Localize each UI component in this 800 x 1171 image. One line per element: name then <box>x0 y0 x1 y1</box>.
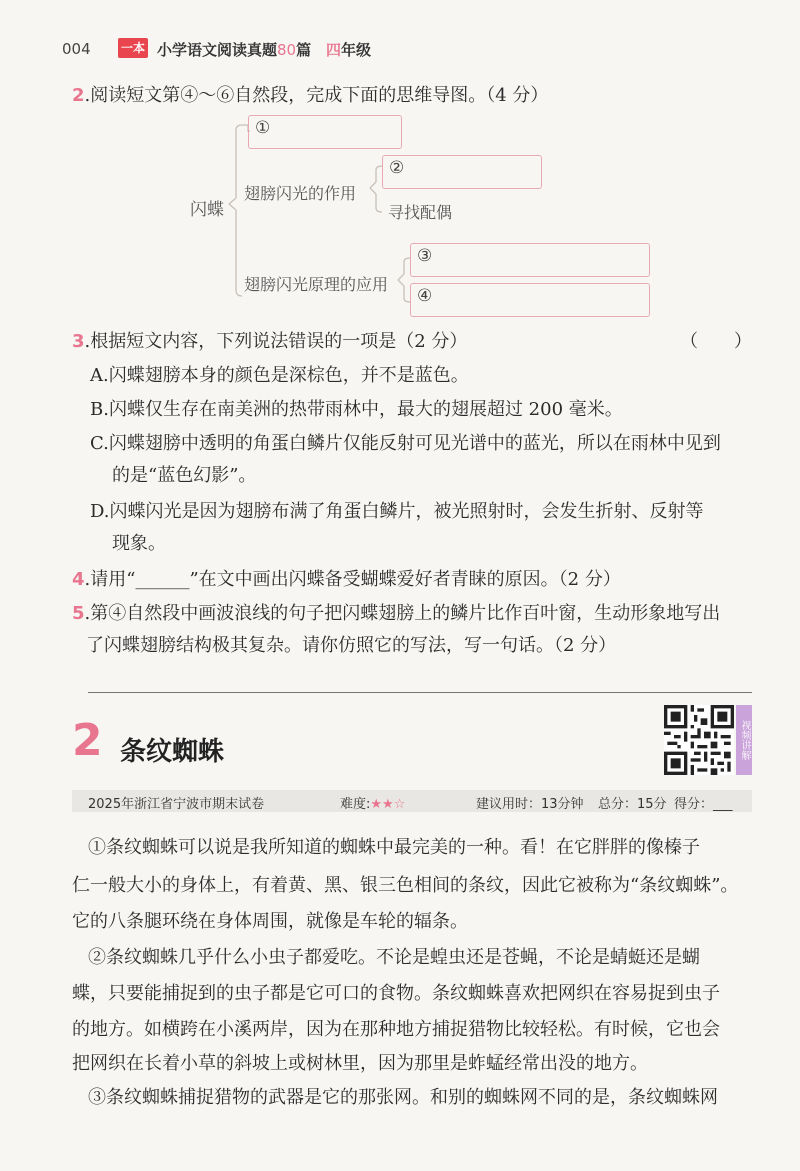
book-title-main: 小学语文阅读真题 <box>157 41 278 59</box>
question-4 <box>72 568 621 592</box>
suggested-time: 建议用时：13分钟 <box>476 797 584 812</box>
passage-line: ①条纹蜘蛛可以说是我所知道的蜘蛛中最完美的一种。看！在它胖胖的像榛子 <box>88 837 700 858</box>
question-text: .第④自然段中画波浪线的句子把闪蝶翅膀上的鳞片比作百叶窗，生动形象地写出 <box>84 603 721 624</box>
question-5 <box>72 602 720 626</box>
qr-code-icon[interactable] <box>664 705 734 775</box>
question-text: .根据短文内容，下列说法错误的一项是（2 分） <box>84 331 468 352</box>
grade-prefix: 四 <box>326 41 342 59</box>
passage-line: ③条纹蜘蛛捕捉猎物的武器是它的那张网。和别的蜘蛛网不同的是，条纹蜘蛛网 <box>88 1087 718 1108</box>
info-bar <box>72 790 752 812</box>
answer-box-4[interactable] <box>410 283 650 317</box>
option-c-cont: 的是“蓝色幻影”。 <box>112 465 257 486</box>
section-title: 条纹蜘蛛 <box>120 737 225 767</box>
passage-line: 把网织在长着小草的斜坡上或树林里，因为那里是蚱蜢经常出没的地方。 <box>72 1053 648 1074</box>
question-number: 3 <box>72 331 85 352</box>
question-5-cont: 了闪蝶翅膀结构极其复杂。请你仿照它的写法，写一句话。（2 分） <box>86 635 617 656</box>
question-text: .阅读短文第④～⑥自然段，完成下面的思维导图。（4 分） <box>84 85 549 106</box>
option-d[interactable]: D.闪蝶闪光是因为翅膀布满了角蛋白鳞片，被光照射时，会发生折射、反射等 <box>90 501 704 522</box>
difficulty <box>340 793 405 812</box>
answer-box-2[interactable] <box>382 155 542 189</box>
passage-line: 它的八条腿环绕在身体周围，就像是车轮的辐条。 <box>72 911 468 932</box>
question-number: 5 <box>72 603 85 624</box>
star-icon: ★★☆ <box>370 797 406 812</box>
option-c[interactable]: C.闪蝶翅膀中透明的角蛋白鳞片仅能反射可见光谱中的蓝光，所以在雨林中见到 <box>90 433 721 454</box>
option-b[interactable]: B.闪蝶仅生存在南美洲的热带雨林中，最大的翅展超过 200 毫米。 <box>90 399 623 420</box>
question-3 <box>72 330 467 354</box>
passage-line: ②条纹蜘蛛几乎什么小虫子都爱吃。不论是蝗虫还是苍蝇，不论是蜻蜓还是蝴 <box>88 947 700 968</box>
passage-line: 的地方。如横跨在小溪两岸，因为在那种地方捕捉猎物比较轻松。有时候，它也会 <box>72 1019 720 1040</box>
box-label-4: ④ <box>417 286 433 306</box>
score-obtained[interactable]: 得分：___ <box>674 797 733 812</box>
source-label: 2025年浙江省宁波市期末试卷 <box>88 797 265 812</box>
brand-badge: 一本 <box>118 38 148 58</box>
answer-box-1[interactable] <box>248 115 402 149</box>
book-title-unit: 篇 <box>296 41 312 59</box>
mind-map-leaf-fixed: 寻找配偶 <box>388 203 453 222</box>
box-label-2: ② <box>389 158 405 178</box>
section-number: 2 <box>72 715 103 766</box>
question-number: 2 <box>72 85 85 106</box>
mind-map-root: 闪蝶 <box>190 200 224 220</box>
mind-map-branch-2: 翅膀闪光原理的应用 <box>244 275 389 294</box>
video-explanation-tab[interactable]: 视频讲解 <box>736 705 752 775</box>
question-text: .请用“______”在文中画出闪蝶备受蝴蝶爱好者青睐的原因。（2 分） <box>84 569 621 590</box>
box-label-1: ① <box>255 118 271 138</box>
option-d-cont: 现象。 <box>112 533 166 554</box>
section-divider <box>88 692 752 693</box>
mind-map-branch-1: 翅膀闪光的作用 <box>244 184 357 203</box>
page-number: 004 <box>62 40 91 58</box>
answer-box-3[interactable] <box>410 243 650 277</box>
answer-bracket[interactable]: （ ） <box>680 331 752 352</box>
grade-suffix: 年级 <box>341 41 372 59</box>
book-title-count: 80 <box>277 41 297 59</box>
passage-line: 蝶，只要能捕捉到的虫子都是它可口的食物。条纹蜘蛛喜欢把网织在容易捉到虫子 <box>72 983 720 1004</box>
difficulty-label: 难度: <box>340 797 371 812</box>
option-a[interactable]: A.闪蝶翅膀本身的颜色是深棕色，并不是蓝色。 <box>90 365 469 386</box>
passage-line: 仁一般大小的身体上，有着黄、黑、银三色相间的条纹，因此它被称为“条纹蜘蛛”。 <box>72 875 739 896</box>
total-score: 总分：15分 <box>598 797 667 812</box>
box-label-3: ③ <box>417 246 433 266</box>
question-number: 4 <box>72 569 85 590</box>
